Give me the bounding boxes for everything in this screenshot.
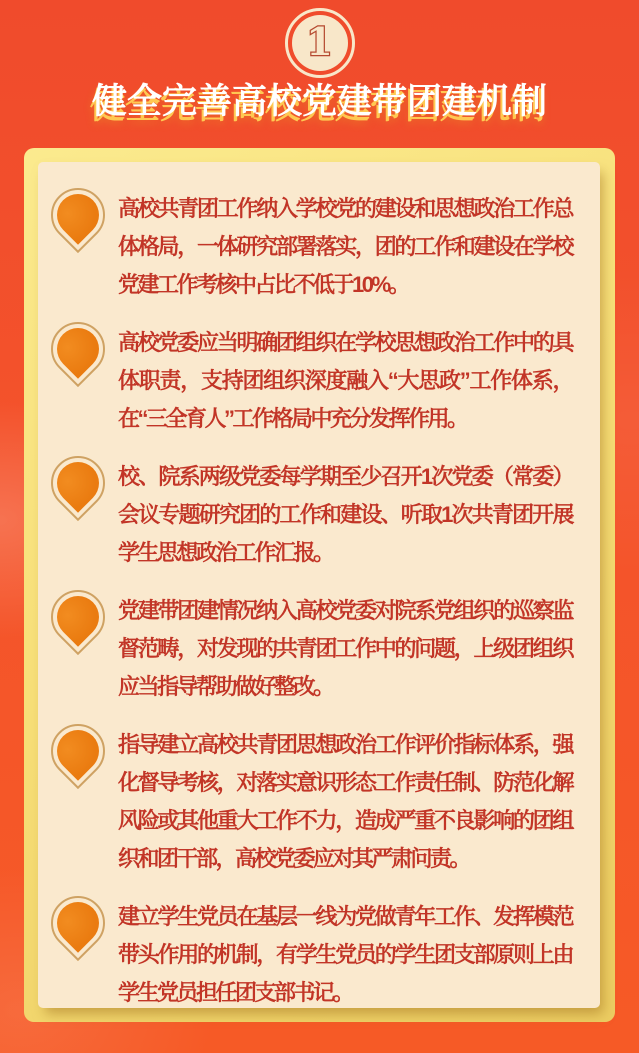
location-pin-icon — [40, 177, 116, 253]
list-item-text: 高校党委应当明确团组织在学校思想政治工作中的具体职责，支持团组织深度融入“大思政”工作体系，在“三全育人”工作格局中充分发挥作用。 — [118, 330, 572, 431]
section-number-disc — [292, 15, 348, 71]
location-pin-icon — [40, 311, 116, 387]
location-pin-icon — [40, 713, 116, 789]
pin-column — [38, 892, 118, 963]
list-item — [38, 586, 572, 706]
list-item — [38, 184, 572, 304]
section-number: 1 — [306, 19, 333, 64]
list-item-text: 校、院系两级党委每学期至少召开1次党委（常委）会议专题研究团的工作和建设、听取1次共青团开展学生思想政治工作汇报。 — [118, 464, 572, 565]
pin-column — [38, 184, 118, 255]
list-item — [38, 452, 572, 572]
location-pin-fill — [48, 319, 107, 378]
list-item-text: 建立学生党员在基层一线为党做青年工作、发挥模范带头作用的机制，有学生党员的学生团支部原则上由学生党员担任团支部书记。 — [118, 904, 572, 1005]
list-item-text: 党建带团建情况纳入高校党委对院系党组织的巡察监督范畴，对发现的共青团工作中的问题，上级团组织应当指导帮助做好整改。 — [118, 598, 572, 699]
pin-column — [38, 452, 118, 523]
list-item — [38, 720, 572, 878]
pin-column — [38, 586, 118, 657]
list-item-text: 指导建立高校共青团思想政治工作评价指标体系，强化督导考核，对落实意识形态工作责任制、防范化解风险或其他重大工作不力，造成严重不良影响的团组织和团干部，高校党委应对其严肃问责。 — [118, 732, 572, 871]
location-pin-icon — [40, 885, 116, 961]
list-item — [38, 892, 572, 1008]
card-gold-frame — [24, 148, 615, 1022]
location-pin-fill — [48, 185, 107, 244]
list-item — [38, 318, 572, 438]
location-pin-icon — [40, 579, 116, 655]
location-pin-fill — [48, 721, 107, 780]
list-item-text: 高校共青团工作纳入学校党的建设和思想政治工作总体格局，一体研究部署落实，团的工作和建设在学校党建工作考核中占比不低于10%。 — [118, 196, 572, 297]
pin-column — [38, 318, 118, 389]
section-number-badge — [285, 8, 355, 78]
location-pin-fill — [48, 587, 107, 646]
location-pin-fill — [48, 453, 107, 512]
location-pin-fill — [48, 893, 107, 952]
content-card — [38, 162, 600, 1008]
page-title: 健全完善高校党建带团建机制 — [91, 82, 547, 121]
pin-column — [38, 720, 118, 791]
location-pin-icon — [40, 445, 116, 521]
